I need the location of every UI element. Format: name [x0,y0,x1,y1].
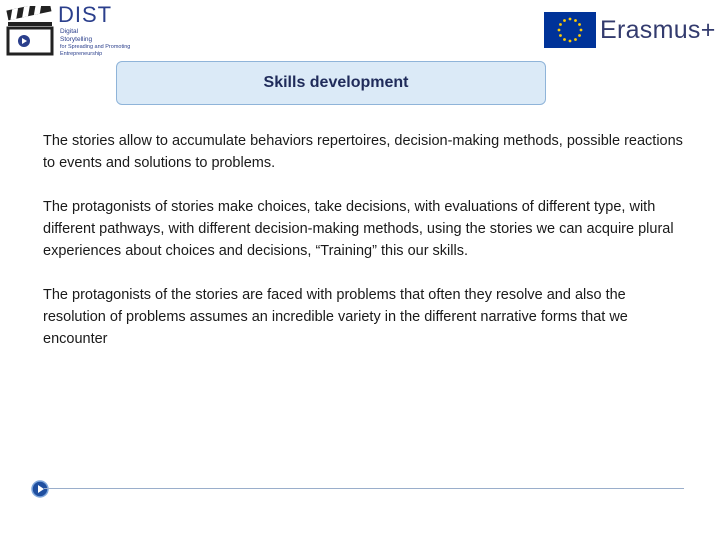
eu-star [578,23,581,26]
eu-star [574,19,577,22]
slide-title-box [116,61,546,105]
footer-divider [44,488,684,489]
slide-body [43,130,683,350]
eu-star [558,29,561,32]
dist-logo [6,4,146,58]
eu-star [574,38,577,41]
eu-star [563,19,566,22]
paragraph-1: The stories allow to accumulate behaviors repertoires, decision-making methods, possible reactions to events and solutions to problems. [43,133,683,171]
eu-star [559,34,562,37]
logo-tagline: for Spreading and Promoting Entrepreneurship [60,44,131,57]
erasmus-wordmark: Erasmus+ [600,16,716,44]
logo-title: DIST [58,2,113,27]
eu-star [569,40,572,43]
paragraph-3: The protagonists of the stories are faced with problems that often they resolve and also the resolution of problems assumes an incredible variety in the different narrative forms that we encounter [43,287,628,347]
eu-star [563,38,566,41]
eu-star [580,29,583,32]
paragraph-2: The protagonists of stories make choices, take decisions, with evaluations of different type, with different pathways, with different decision-making methods, using the stories we can acquire plural experiences about choices and decisions, “Training” this our skills. [43,199,674,259]
eu-flag-icon [544,12,596,48]
clapperboard-icon [6,6,54,56]
logo-subtitle: Digital Storytelling [60,28,93,43]
play-nav-icon[interactable] [31,480,49,498]
slide-title: Skills development [263,74,409,91]
eu-star [578,34,581,37]
eu-star [569,18,572,21]
eu-star [559,23,562,26]
erasmus-logo [544,12,716,52]
